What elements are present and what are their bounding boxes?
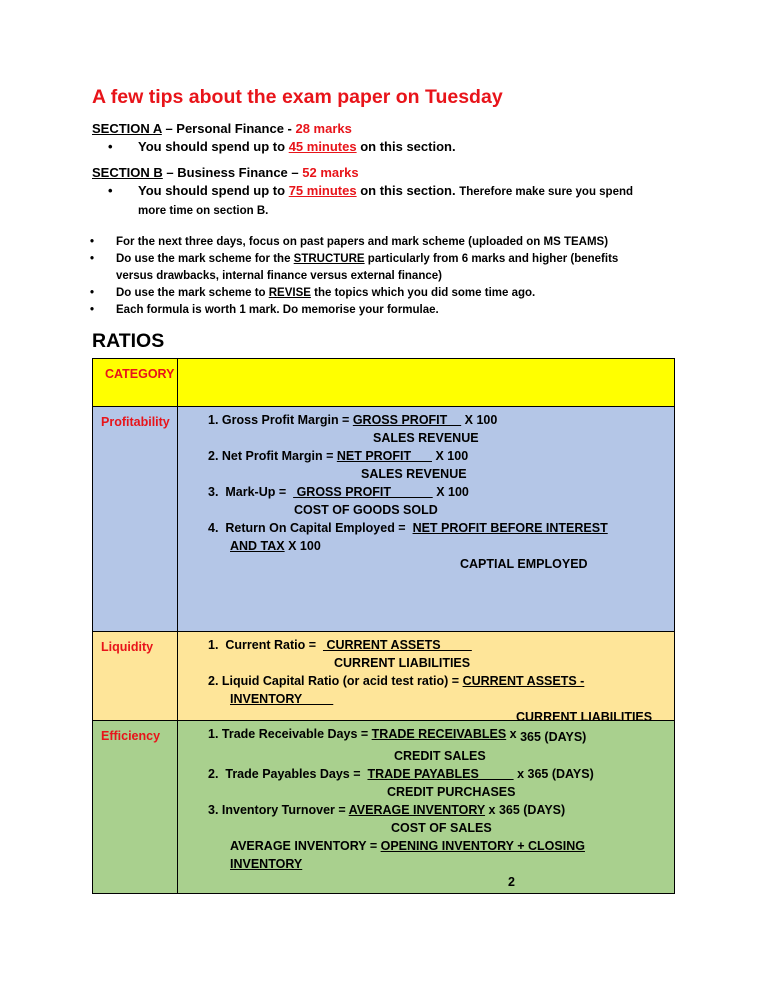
formula-text: 3. Inventory Turnover = (208, 803, 349, 817)
formula-denominator: 2 (508, 875, 515, 889)
formula-denominator: COST OF GOODS SOLD (294, 503, 438, 517)
formula-text: 1. Current Ratio = (208, 638, 323, 652)
section-a-dash: – Personal Finance - (161, 121, 296, 136)
category-profitability: Profitability (101, 415, 170, 429)
tip-2-pre: Do use the mark scheme for the (116, 253, 294, 265)
section-b-marks: 52 marks (302, 165, 359, 180)
formula-line (208, 485, 469, 499)
bullet-icon: • (90, 236, 95, 248)
formula-numerator: NET PROFIT (336, 449, 432, 463)
formula-numerator: AND TAX (230, 539, 285, 553)
tip-3-pre: Do use the mark scheme to (116, 287, 269, 299)
section-b-label: SECTION B (92, 165, 163, 180)
formula-denominator: SALES REVENUE (361, 467, 467, 481)
formula-text: 2. Net Profit Margin = (208, 449, 337, 463)
list-item (90, 302, 670, 319)
formula-denominator: CURRENT LIABILITIES (334, 656, 471, 670)
formula-denominator: COST OF SALES (391, 821, 492, 835)
formula-numerator: AVERAGE INVENTORY (348, 803, 486, 817)
formula-text: 1. Gross Profit Margin = (208, 413, 353, 427)
formula-line (208, 767, 594, 781)
formula-line (208, 521, 608, 535)
table-row (93, 632, 675, 721)
table-cell (178, 632, 675, 724)
formula-numerator: INVENTORY (230, 692, 334, 706)
table-cell (178, 359, 675, 407)
category-efficiency: Efficiency (101, 729, 161, 743)
section-b-minutes: 75 minutes (288, 183, 357, 198)
formula-text: x 365 (DAYS) (485, 803, 566, 817)
section-a-bullet-pre: You should spend up to (138, 139, 289, 154)
formula-text: 1. Trade Receivable Days = (208, 727, 372, 741)
formula-numerator: OPENING INVENTORY + CLOSING (380, 839, 585, 853)
formula-numerator: CURRENT ASSETS - (462, 674, 585, 688)
formula-denominator: CURRENT LIABILITIES (516, 710, 653, 724)
table-cell (93, 359, 178, 407)
section-a-bullet-post: on this section. (356, 139, 456, 154)
formula-numerator: TRADE RECEIVABLES (371, 727, 507, 741)
formula-text: x (506, 727, 521, 741)
tip-4-text: Each formula is worth 1 mark. Do memorise your formulae. (116, 304, 439, 316)
formula-denominator: CAPTIAL EMPLOYED (460, 557, 588, 571)
table-cell (178, 407, 675, 632)
table-cell (93, 721, 178, 894)
formula-numerator: INVENTORY (230, 857, 303, 871)
formula-text: AVERAGE INVENTORY = (230, 839, 381, 853)
category-header: CATEGORY (105, 367, 175, 381)
formula-line (208, 727, 587, 744)
section-b-bullet-text (138, 182, 678, 220)
formula-numerator: NET PROFIT BEFORE INTEREST (412, 521, 608, 535)
formula-text: 4. Return On Capital Employed = (208, 521, 413, 535)
tip-2-line2: versus drawbacks, internal finance versus external finance) (116, 270, 442, 282)
section-b-bullet-extra2: more time on section B. (138, 205, 269, 217)
formula-line (208, 638, 472, 652)
formula-numerator: CURRENT ASSETS (322, 638, 472, 652)
table-row (93, 721, 675, 894)
section-b-bullet-pre: You should spend up to (138, 183, 289, 198)
formula-text: X 100 (436, 485, 469, 499)
formula-line (208, 803, 565, 817)
tips-list (90, 234, 670, 319)
bullet-icon: • (108, 139, 113, 154)
section-a-bullet-text (138, 138, 678, 155)
bullet-icon: • (90, 253, 95, 265)
formula-denominator: CREDIT PURCHASES (387, 785, 516, 799)
formula-numerator: GROSS PROFIT (352, 413, 462, 427)
bullet-icon: • (90, 304, 95, 316)
page-title: A few tips about the exam paper on Tuesday (92, 86, 503, 108)
formula-text: 3. Mark-Up = (208, 485, 294, 499)
list-item (90, 234, 670, 251)
formula-line (208, 449, 468, 463)
formula-line (208, 674, 584, 688)
formula-numerator: TRADE PAYABLES (367, 767, 514, 781)
tip-1-text: For the next three days, focus on past papers and mark scheme (uploaded on MS TEAMS) (116, 236, 609, 248)
formula-line (208, 413, 497, 427)
section-b-heading (92, 165, 359, 180)
tip-3-post: the topics which you did some time ago. (310, 287, 536, 299)
table-cell (93, 632, 178, 721)
section-b-dash: – Business Finance – (162, 165, 303, 180)
formula-denominator: SALES REVENUE (373, 431, 479, 445)
formula-numerator: GROSS PROFIT (293, 485, 433, 499)
section-a-label: SECTION A (92, 121, 162, 136)
table-cell (178, 721, 675, 894)
formula-line (230, 857, 302, 871)
tip-3-revise: REVISE (268, 287, 311, 299)
bullet-icon: • (108, 183, 113, 198)
formula-text: 365 (DAYS) (520, 730, 587, 744)
formula-text: X 100 (435, 449, 469, 463)
table-row (93, 359, 675, 407)
category-liquidity: Liquidity (101, 640, 154, 654)
formula-line (230, 839, 585, 853)
section-a-minutes: 45 minutes (288, 139, 357, 154)
table-row (93, 407, 675, 632)
ratios-table (92, 358, 675, 894)
formula-line (230, 539, 321, 553)
section-b-bullet-extra: Therefore make sure you spend (459, 186, 634, 198)
formula-line (230, 692, 333, 706)
formula-text: x 365 (DAYS) (513, 767, 594, 781)
formula-text: X 100 (464, 413, 498, 427)
formula-text: 2. Liquid Capital Ratio (or acid test ratio) = (208, 674, 463, 688)
formula-denominator: CREDIT SALES (394, 749, 486, 763)
section-b-bullet-post: on this section. (356, 183, 460, 198)
formula-text: X 100 (284, 539, 321, 553)
list-item (90, 285, 670, 302)
bullet-icon: • (90, 287, 95, 299)
formula-text: 2. Trade Payables Days = (208, 767, 368, 781)
tip-2-structure: STRUCTURE (293, 253, 365, 265)
list-item (90, 251, 670, 285)
tip-2-post: particularly from 6 marks and higher (benefits (364, 253, 619, 265)
section-a-heading (92, 121, 352, 136)
ratios-heading: RATIOS (92, 330, 165, 352)
table-cell (93, 407, 178, 632)
section-a-marks: 28 marks (295, 121, 352, 136)
